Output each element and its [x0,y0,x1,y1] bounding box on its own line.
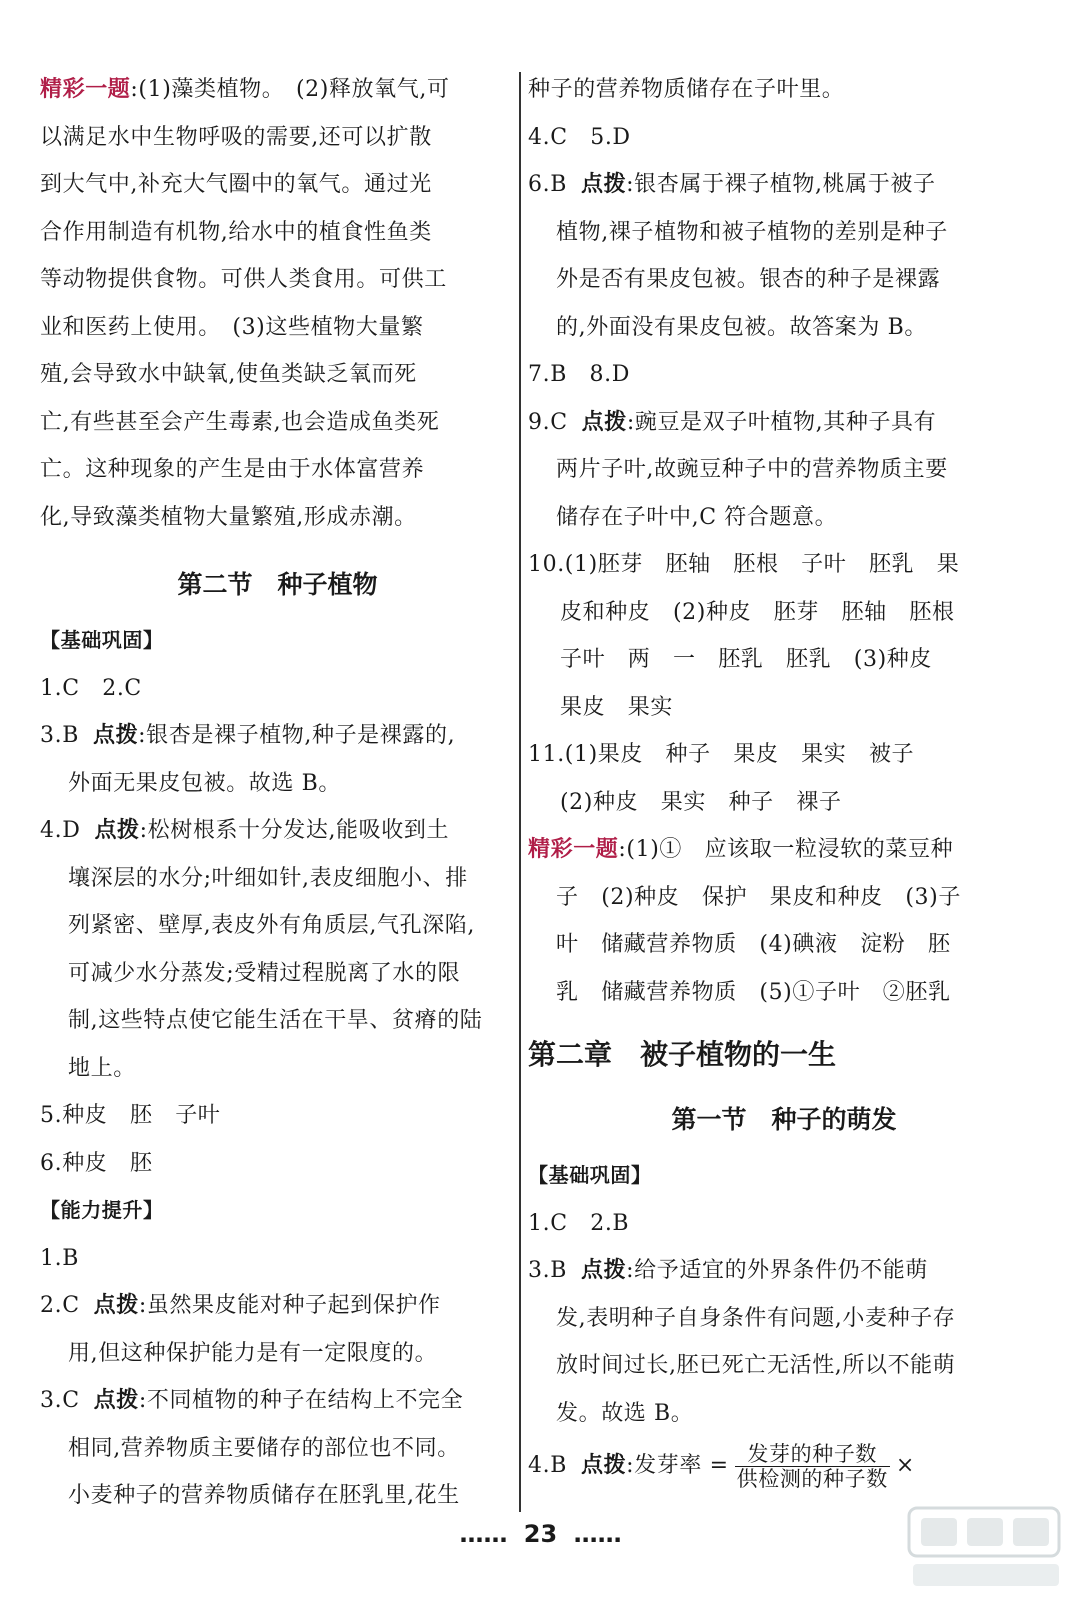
dianbo-label: 点拨 [580,171,627,197]
answer-line: 2.C 点拨:虽然果皮能对种子起到保护作 [40,1292,441,1318]
answer-line: 壤深层的水分;叶细如针,表皮细胞小、排 [68,865,468,891]
answer-line: 1.C 2.C [40,675,142,701]
jichu-heading: 【基础巩固】 [40,628,164,652]
column-divider [519,72,521,1512]
answer-line: 6.B 点拨:银杏属于裸子植物,桃属于被子 [528,171,936,197]
answer-line: (2)种皮 果实 种子 裸子 [560,789,842,815]
answer-line: 9.C 点拨:豌豆是双子叶植物,其种子具有 [528,408,937,435]
footer-dots-right: …… [573,1520,622,1548]
answer-line: 皮和种皮 (2)种皮 胚芽 胚轴 胚根 [560,599,955,625]
answer-line: 两片子叶,故豌豆种子中的营养物质主要 [556,457,948,482]
watermark-logo-icon [901,1502,1071,1594]
answer-line: 5.种皮 胚 子叶 [40,1103,221,1128]
answer-line: 6.种皮 胚 [40,1150,153,1176]
jingcai-line: 子 (2)种皮 保护 果皮和种皮 (3)子 [556,884,961,910]
answer-line: 3.B 点拨:银杏是裸子植物,种子是裸露的, [40,722,456,748]
jingcai-line: 到大气中,补充大气圈中的氧气。通过光 [40,172,432,197]
times-sign: × [895,1453,915,1478]
fraction-denominator: 供检测的种子数 [736,1466,888,1491]
answer-line: 1.C 2.B [528,1210,630,1236]
answer-line: 放时间过长,胚已死亡无活性,所以不能萌 [556,1353,956,1378]
jingcai-label: 精彩一题 [528,836,619,862]
answer-line: 可减少水分蒸发;受精过程脱离了水的限 [68,960,461,986]
dianbo-label: 点拨 [93,1292,139,1318]
answer-line: 小麦种子的营养物质储存在胚乳里,花生 [68,1483,460,1508]
answer-line-formula: 4.B 点拨:发芽率 = $\frac{\text{发芽的种子数}}{\text{供检测的种子数}}$ × [528,1441,915,1491]
answer-line: 3.B 点拨:给予适宜的外界条件仍不能萌 [528,1257,928,1283]
nengli-heading: 【能力提升】 [40,1198,164,1222]
dianbo-label: 点拨 [94,817,140,843]
page-number: 23 [523,1520,558,1548]
jingcai-line: 乳 储藏营养物质 (5)①子叶 ②胚乳 [556,979,951,1005]
answer-line: 1.B [40,1245,79,1271]
answer-line: 外面无果皮包被。故选 B。 [68,770,341,796]
dianbo-label: 点拨 [580,1452,627,1478]
jingcai-line: 殖,会导致水中缺氧,使鱼类缺乏氧而死 [40,362,417,387]
fraction-numerator: 发芽的种子数 [735,1442,890,1467]
answer-line: 3.C 点拨:不同植物的种子在结构上不完全 [40,1387,464,1413]
answer-line: 11.(1)果皮 种子 果皮 果实 被子 [528,742,915,767]
answer-line: 植物,裸子植物和被子植物的差别是种子 [556,219,948,245]
germination-rate-fraction [735,1442,890,1491]
answer-line: 地上。 [68,1055,136,1081]
answer-line: 储存在子叶中,C 符合题意。 [556,504,838,530]
section-title: 第一节 种子的萌发 [671,1105,897,1134]
left-column [40,66,515,1520]
answer-line: 果皮 果实 [560,694,674,720]
jingcai-line: 亡,有些甚至会产生毒素,也会造成鱼类死 [40,409,440,435]
answer-line: 外是否有果皮包被。银杏的种子是裸露 [556,267,941,292]
answer-line: 列紧密、壁厚,表皮外有角质层,气孔深陷, [68,913,475,938]
section-title: 第二节 种子植物 [177,570,378,599]
answer-line: 4.C 5.D [528,124,631,150]
answer-line: 制,这些特点使它能生活在干旱、贫瘠的陆 [68,1008,483,1033]
jingcai-line: 化,导致藻类植物大量繁殖,形成赤潮。 [40,504,417,530]
jingcai-line: 精彩一题:(1)① 应该取一粒浸软的菜豆种 [528,836,954,862]
dianbo-label: 点拨 [92,722,139,748]
dianbo-label: 点拨 [93,1387,139,1413]
chapter-title: 第二章 被子植物的一生 [528,1038,837,1071]
answer-line: 子叶 两 一 胚乳 胚乳 (3)种皮 [560,647,932,672]
jingcai-line: 精彩一题:(1)藻类植物。 (2)释放氧气,可 [40,76,450,102]
dianbo-label: 点拨 [581,408,627,435]
answer-line: 用,但这种保护能力是有一定限度的。 [68,1340,438,1366]
answer-line: 种子的营养物质储存在子叶里。 [528,77,845,102]
jingcai-line: 业和医药上使用。 (3)这些植物大量繁 [40,314,424,340]
jingcai-line: 合作用制造有机物,给水中的植食性鱼类 [40,219,432,245]
jingcai-line: 以满足水中生物呼吸的需要,还可以扩散 [40,124,432,150]
jingcai-label: 精彩一题 [40,76,131,102]
jichu-heading: 【基础巩固】 [528,1163,652,1187]
right-column [528,66,1040,1493]
jingcai-line: 等动物提供食物。可供人类食用。可供工 [40,267,447,292]
dianbo-label: 点拨 [580,1257,627,1283]
answer-line: 10.(1)胚芽 胚轴 胚根 子叶 胚乳 果 [528,552,960,577]
answer-line: 相同,营养物质主要储存的部位也不同。 [68,1435,460,1461]
jingcai-line: 叶 储藏营养物质 (4)碘液 淀粉 胚 [556,932,951,957]
answer-line: 发,表明种子自身条件有问题,小麦种子存 [556,1305,956,1331]
jingcai-line: 亡。这种现象的产生是由于水体富营养 [40,457,425,482]
footer-dots-left: …… [459,1520,508,1548]
answer-line: 7.B 8.D [528,362,630,387]
answer-line: 发。故选 B。 [556,1400,694,1426]
answer-line: 4.D 点拨:松树根系十分发达,能吸收到土 [40,817,450,843]
answer-line: 的,外面没有果皮包被。故答案为 B。 [556,314,927,340]
